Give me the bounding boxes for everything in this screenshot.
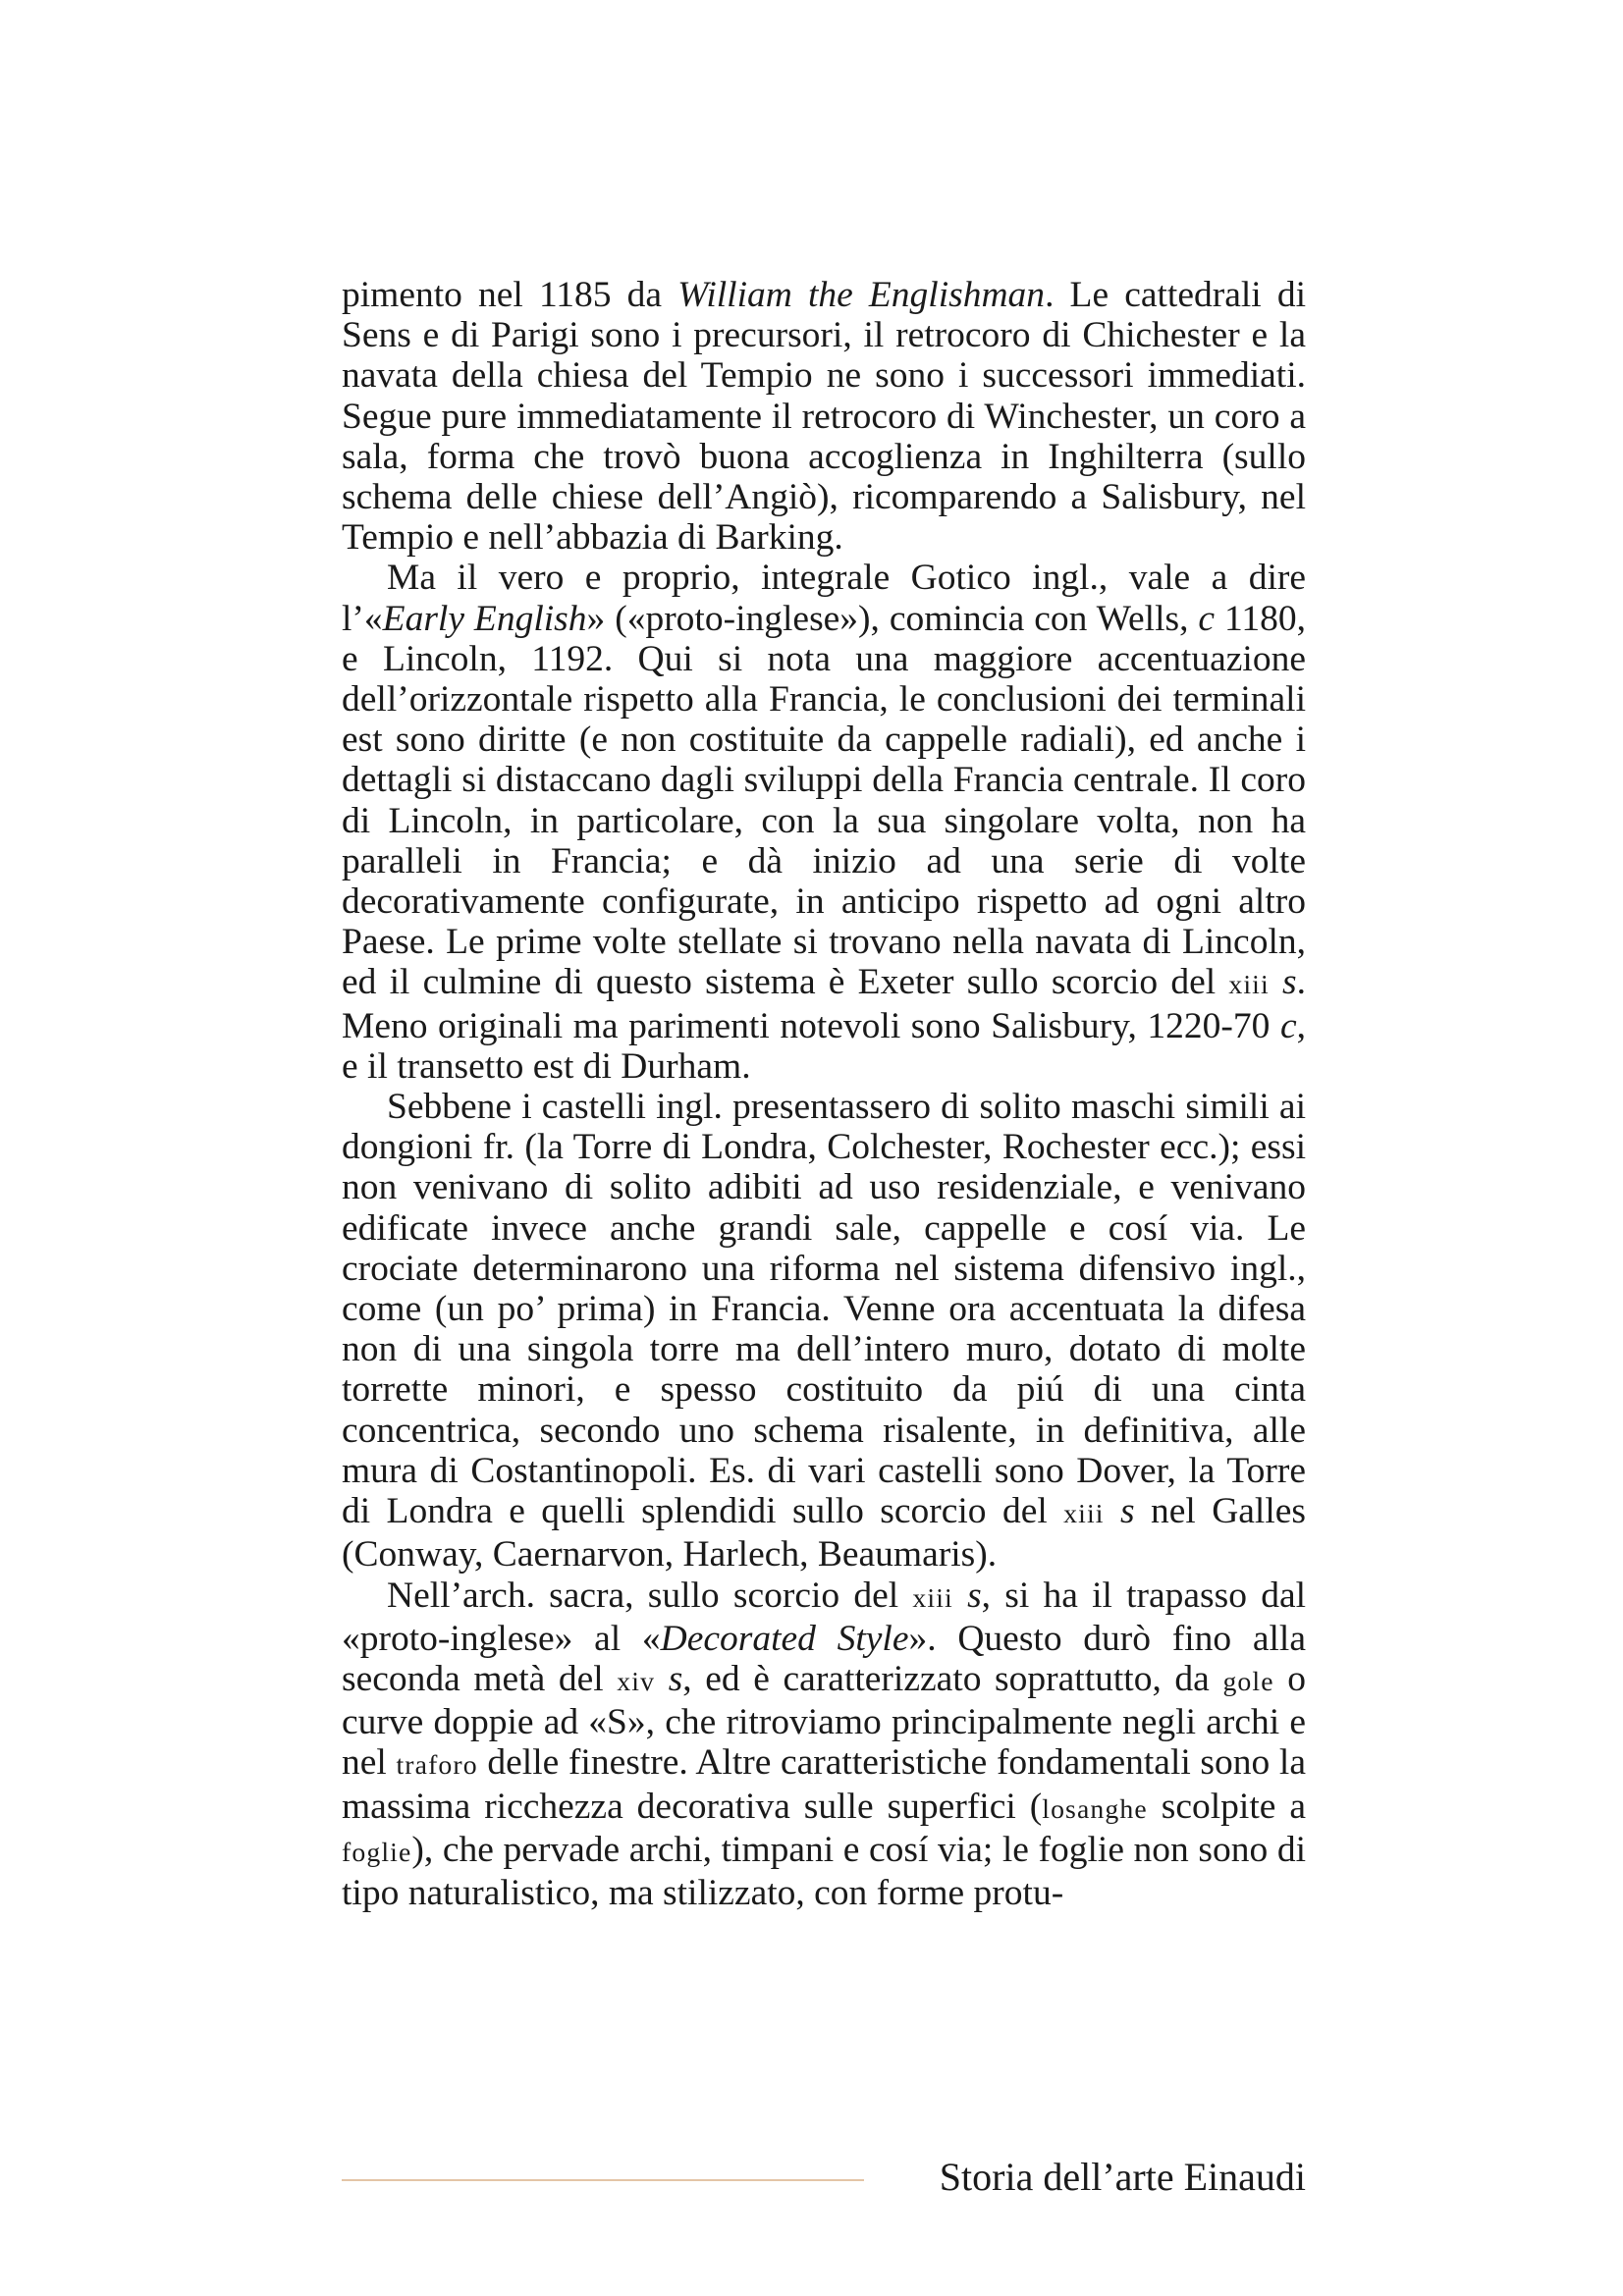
text-run: nel Galles (Conway, Caernarvon, Harlech, Beaumaris).	[342, 1491, 1306, 1575]
text-run	[953, 1575, 967, 1616]
text-run: Sebbene i castelli ingl. presentassero di solito maschi simili ai dongioni fr. (la Torre di Londra, Colchester, Rochester ecc.); essi non venivano di solito adibiti ad uso residenziale, e venivano edificate invece anche grandi sale, cappelle e cosí via. Le crociate determinarono una riforma nel sistema difensivo ingl., come (un po’ prima) in Francia. Venne ora accentuata la difesa non di una singola torre ma dell’intero muro, dotato di molte torrette minori, e spesso costituito da piú di una cinta concentrica, secondo uno schema risalente, in definitiva, alle mura di Costantinopoli. Es. di vari castelli sono Dover, la Torre di Londra e quelli splendidi sullo scorcio del	[342, 1087, 1306, 1532]
paragraph-3	[342, 1087, 1306, 1575]
text-run: s	[1120, 1491, 1135, 1532]
text-run: delle finestre. Altre caratteristiche fondamentali sono la massima ricchezza decorativa sulle superfici (	[342, 1742, 1306, 1827]
text-run: , ed è caratterizzato soprattutto, da	[682, 1658, 1223, 1699]
text-run: s	[1282, 962, 1297, 1003]
text-run: 1180, e Lincoln, 1192. Qui si nota una maggiore accentuazione dell’orizzontale rispetto alla Francia, le conclusioni dei terminali est sono diritte (e non costituite da cappelle radiali), ed anche i dettagli si distaccano dagli sviluppi della Francia centrale. Il coro di Lincoln, in particolare, con la sua singolare volta, non ha paralleli in Francia; e dà inizio ad una serie di volte decorativamente configurate, in anticipo rispetto ad ogni altro Paese. Le prime volte stellate si trovano nella navata di Lincoln, ed il culmine di questo sistema è Exeter sullo scorcio del	[342, 598, 1306, 1003]
text-run: o curve doppie ad «S», che ritroviamo principalmente negli archi e nel	[342, 1658, 1307, 1784]
text-run: s	[668, 1658, 683, 1699]
page-footer	[342, 2150, 1306, 2209]
text-run: Ma il vero e proprio, integrale Gotico ingl., vale a dire l’«	[342, 558, 1306, 639]
text-run: xiii	[1063, 1499, 1105, 1530]
text-run: Nell’arch. sacra, sullo scorcio del	[387, 1575, 913, 1616]
text-run: xiv	[617, 1666, 656, 1697]
text-run: c	[1198, 598, 1216, 639]
text-run: Early English	[382, 598, 587, 639]
paragraph-2	[342, 558, 1306, 1087]
text-run: William the Englishman	[677, 275, 1046, 315]
text-run	[1270, 962, 1282, 1002]
page-body	[342, 275, 1306, 1913]
text-run: , si ha il trapasso dal «proto-inglese» al «	[342, 1575, 1307, 1659]
text-run: ), che pervade archi, timpani e cosí via; le foglie non sono di tipo naturalistico, ma stilizzato, con forme protu-	[342, 1829, 1306, 1913]
paragraph-1	[342, 275, 1306, 558]
text-run	[655, 1659, 669, 1699]
text-run: c	[1279, 1005, 1297, 1046]
text-run: . Meno originali ma parimenti notevoli sono Salisbury, 1220-70	[342, 962, 1307, 1046]
footer-rule	[342, 2179, 864, 2181]
text-run: gole	[1222, 1666, 1274, 1697]
paragraph-4	[342, 1575, 1306, 1914]
text-run: xiii	[912, 1582, 953, 1614]
text-run: s	[967, 1575, 982, 1616]
text-run: traforo	[396, 1750, 478, 1782]
footer-title: Storia dell’arte Einaudi	[939, 2155, 1306, 2199]
text-run: . Le cattedrali di Sens e di Parigi sono i precursori, il retrocoro di Chichester e la navata della chiesa del Tempio ne sono i successori immediati. Segue pure immediatamente il retrocoro di Winchester, un coro a sala, forma che trovò buona accoglienza in Inghilterra (sullo schema delle chiese dell’Angiò), ricomparendo a Salisbury, nel Tempio e nell’abbazia di Barking.	[342, 275, 1306, 559]
text-run: foglie	[342, 1837, 412, 1868]
text-run: , e il transetto est di Durham.	[342, 1005, 1306, 1087]
text-run: xiii	[1228, 970, 1270, 1001]
text-run: pimento nel 1185 da	[342, 275, 678, 315]
text-run: ». Questo durò fino alla seconda metà del	[342, 1618, 1306, 1699]
text-run: Decorated Style	[660, 1618, 909, 1659]
text-run	[1105, 1491, 1120, 1531]
text-run: losanghe	[1042, 1793, 1148, 1825]
text-run: scolpite a	[1147, 1786, 1306, 1827]
text-run: » («proto-inglese»), comincia con Wells,	[586, 598, 1199, 639]
